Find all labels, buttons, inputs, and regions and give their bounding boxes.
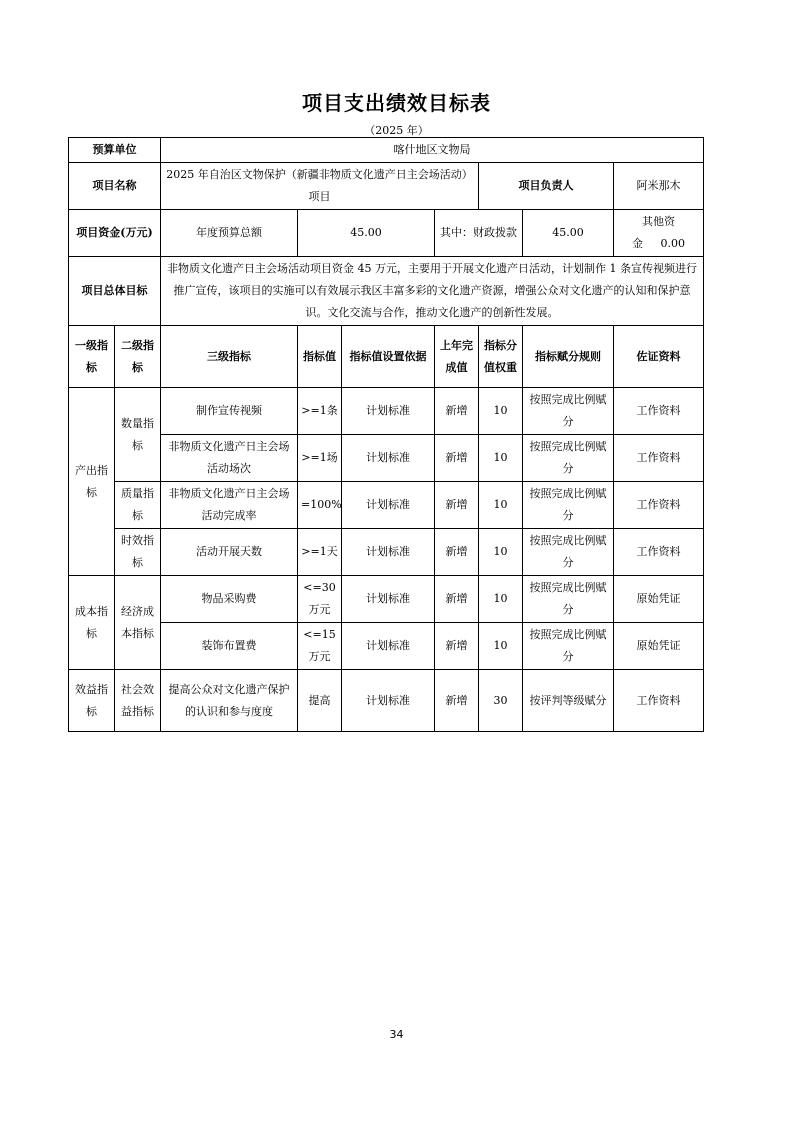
value-cell: 提高 bbox=[298, 670, 342, 732]
prev-cell: 新增 bbox=[435, 435, 479, 482]
weight-cell: 10 bbox=[479, 435, 523, 482]
level2-timeliness: 时效指标 bbox=[115, 529, 161, 576]
col-header-level2: 二级指标 bbox=[115, 326, 161, 388]
weight-cell: 10 bbox=[479, 529, 523, 576]
table-row bbox=[69, 482, 704, 529]
value-cell: >=1天 bbox=[298, 529, 342, 576]
weight-cell: 10 bbox=[479, 576, 523, 623]
evidence-cell: 工作资料 bbox=[614, 482, 704, 529]
level2-quantity: 数量指标 bbox=[115, 388, 161, 482]
prev-cell: 新增 bbox=[435, 623, 479, 670]
table-row bbox=[69, 623, 704, 670]
col-header-evidence: 佐证资料 bbox=[614, 326, 704, 388]
col-header-weight: 指标分值权重 bbox=[479, 326, 523, 388]
col-header-rule: 指标赋分规则 bbox=[523, 326, 614, 388]
table-row bbox=[69, 388, 704, 435]
level3-cell: 物品采购费 bbox=[161, 576, 298, 623]
basis-cell: 计划标准 bbox=[342, 482, 435, 529]
rule-cell: 按照完成比例赋分 bbox=[523, 435, 614, 482]
level3-cell: 非物质文化遗产日主会场活动场次 bbox=[161, 435, 298, 482]
table-row bbox=[69, 435, 704, 482]
level3-cell: 提高公众对文化遗产保护的认识和参与度度 bbox=[161, 670, 298, 732]
other-funds-cell bbox=[614, 210, 704, 257]
value-cell: <=15万元 bbox=[298, 623, 342, 670]
owner-value: 阿米那木 bbox=[614, 163, 704, 210]
level3-cell: 制作宣传视频 bbox=[161, 388, 298, 435]
prev-cell: 新增 bbox=[435, 388, 479, 435]
table-row bbox=[69, 670, 704, 732]
budget-unit-label: 预算单位 bbox=[69, 138, 161, 163]
level3-cell: 非物质文化遗产日主会场活动完成率 bbox=[161, 482, 298, 529]
value-cell: >=1场 bbox=[298, 435, 342, 482]
rule-cell: 按照完成比例赋分 bbox=[523, 482, 614, 529]
evidence-cell: 原始凭证 bbox=[614, 576, 704, 623]
evidence-cell: 工作资料 bbox=[614, 388, 704, 435]
project-name-label: 项目名称 bbox=[69, 163, 161, 210]
prev-cell: 新增 bbox=[435, 670, 479, 732]
prev-cell: 新增 bbox=[435, 482, 479, 529]
rule-cell: 按照完成比例赋分 bbox=[523, 388, 614, 435]
level3-cell: 活动开展天数 bbox=[161, 529, 298, 576]
annual-budget-label: 年度预算总额 bbox=[161, 210, 298, 257]
table-row bbox=[69, 576, 704, 623]
fiscal-label: 其中：财政拨款 bbox=[435, 210, 523, 257]
evidence-cell: 工作资料 bbox=[614, 435, 704, 482]
col-header-prev: 上年完成值 bbox=[435, 326, 479, 388]
value-cell: =100% bbox=[298, 482, 342, 529]
table-row bbox=[69, 529, 704, 576]
level2-social: 社会效益指标 bbox=[115, 670, 161, 732]
evidence-cell: 工作资料 bbox=[614, 670, 704, 732]
weight-cell: 10 bbox=[479, 388, 523, 435]
rule-cell: 按照完成比例赋分 bbox=[523, 529, 614, 576]
basis-cell: 计划标准 bbox=[342, 435, 435, 482]
value-cell: <=30万元 bbox=[298, 576, 342, 623]
col-header-level3: 三级指标 bbox=[161, 326, 298, 388]
level1-output: 产出指标 bbox=[69, 388, 115, 576]
fiscal-value: 45.00 bbox=[523, 210, 614, 257]
owner-label: 项目负责人 bbox=[479, 163, 614, 210]
other-funds-value: 0.00 bbox=[660, 237, 685, 250]
level2-economic: 经济成本指标 bbox=[115, 576, 161, 670]
annual-budget-value: 45.00 bbox=[298, 210, 435, 257]
level3-cell: 装饰布置费 bbox=[161, 623, 298, 670]
col-header-basis: 指标值设置依据 bbox=[342, 326, 435, 388]
level2-quality: 质量指标 bbox=[115, 482, 161, 529]
performance-table bbox=[68, 137, 704, 732]
budget-unit-value: 喀什地区文物局 bbox=[161, 138, 704, 163]
page-title: 项目支出绩效目标表 bbox=[302, 91, 491, 115]
rule-cell: 按评判等级赋分 bbox=[523, 670, 614, 732]
col-header-level1: 一级指标 bbox=[69, 326, 115, 388]
project-name-value: 2025 年自治区文物保护（新疆非物质文化遗产日主会场活动）项目 bbox=[161, 163, 479, 210]
basis-cell: 计划标准 bbox=[342, 623, 435, 670]
page-number: 34 bbox=[389, 1028, 404, 1041]
evidence-cell: 原始凭证 bbox=[614, 623, 704, 670]
level1-benefit: 效益指标 bbox=[69, 670, 115, 732]
col-header-value: 指标值 bbox=[298, 326, 342, 388]
basis-cell: 计划标准 bbox=[342, 670, 435, 732]
value-cell: >=1条 bbox=[298, 388, 342, 435]
basis-cell: 计划标准 bbox=[342, 576, 435, 623]
weight-cell: 10 bbox=[479, 482, 523, 529]
year-label: （2025 年） bbox=[364, 124, 429, 137]
weight-cell: 10 bbox=[479, 623, 523, 670]
goal-label: 项目总体目标 bbox=[69, 257, 161, 326]
goal-value: 非物质文化遗产日主会场活动项目资金 45 万元，主要用于开展文化遗产日活动，计划制作 1 条宣传视频进行推广宣传，该项目的实施可以有效展示我区丰富多彩的文化遗产资源，增强公众对文化遗产的认知和保护意识。文化交流与合作，推动文化遗产的创新性发展。 bbox=[161, 257, 704, 326]
basis-cell: 计划标准 bbox=[342, 388, 435, 435]
level1-cost: 成本指标 bbox=[69, 576, 115, 670]
other-funds-label: 其他资金 bbox=[632, 215, 675, 250]
weight-cell: 30 bbox=[479, 670, 523, 732]
prev-cell: 新增 bbox=[435, 576, 479, 623]
rule-cell: 按照完成比例赋分 bbox=[523, 576, 614, 623]
rule-cell: 按照完成比例赋分 bbox=[523, 623, 614, 670]
prev-cell: 新增 bbox=[435, 529, 479, 576]
basis-cell: 计划标准 bbox=[342, 529, 435, 576]
funds-label: 项目资金(万元) bbox=[69, 210, 161, 257]
evidence-cell: 工作资料 bbox=[614, 529, 704, 576]
